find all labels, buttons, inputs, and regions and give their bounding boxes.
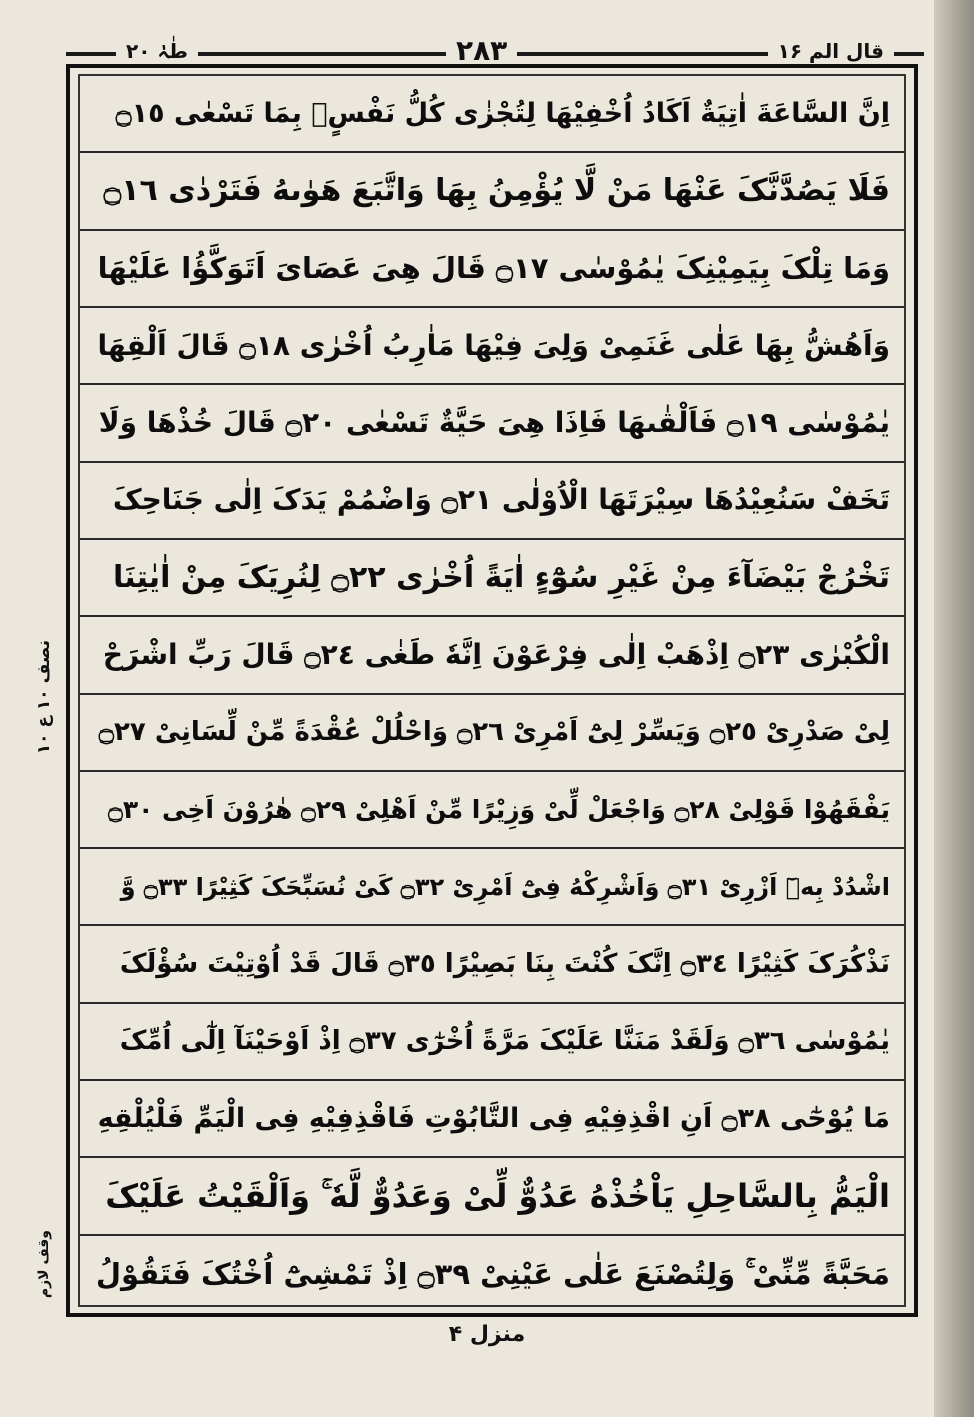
ayah-text: اشْدُدْ بِهٖٓ اَزْرِیْ ۝٣١ وَاَشْرِکْهُ فِیْٓ اَمْرِیْ ۝٣٢ کَیْ نُسَبِّحَکَ کَثِیْرًا ۝٣٣ وَّ [120, 872, 890, 901]
text-line [80, 926, 904, 1003]
text-line [80, 463, 904, 540]
text-line [80, 153, 904, 230]
text-line [80, 1081, 904, 1158]
ayah-text: الْیَمُّ بِالسَّاحِلِ یَاْخُذْهُ عَدُوٌّ لِّیْ وَعَدُوٌّ لَّهٗ ۚ وَاَلْقَیْتُ عَلَیْکَ [105, 1177, 890, 1216]
text-line [80, 231, 904, 308]
text-line [80, 308, 904, 385]
text-line [80, 1004, 904, 1081]
text-line [80, 385, 904, 462]
text-line [80, 772, 904, 849]
text-line [80, 540, 904, 617]
text-line [80, 849, 904, 926]
text-line [80, 76, 904, 153]
ayah-text: یٰمُوْسٰی ۝٣٦ وَلَقَدْ مَنَنَّا عَلَیْکَ مَرَّةً اُخْرٰٓی ۝٣٧ اِذْ اَوْحَیْنَآ اِلٰٓی اُمِّکَ [119, 1026, 890, 1057]
ayah-text: یَفْقَهُوْا قَوْلِیْ ۝٢٨ وَاجْعَلْ لِّیْ وَزِیْرًا مِّنْ اَهْلِیْ ۝٢٩ هٰرُوْنَ اَخِی ۝٣٠ [108, 794, 890, 824]
ayah-text: الْکُبْرٰی ۝٢٣ اِذْهَبْ اِلٰی فِرْعَوْنَ اِنَّهٗ طَغٰی ۝٢٤ قَالَ رَبِّ اشْرَحْ [102, 637, 890, 671]
text-line [80, 695, 904, 772]
manzil-label: منزل ۴ [448, 1322, 526, 1347]
ayah-text: نَذْکُرَکَ کَثِیْرًا ۝٣٤ اِنَّکَ کُنْتَ بِنَا بَصِیْرًا ۝٣٥ قَالَ قَدْ اُوْتِیْتَ سُؤْلَکَ [119, 949, 890, 980]
margin-note-ruku: نصف ۱۰ ع ۱۰ [34, 640, 54, 755]
ayah-text: تَخَفْ سَنُعِیْدُهَا سِیْرَتَهَا الْاُوْلٰی ۝٢١ وَاضْمُمْ یَدَکَ اِلٰی جَنَاحِکَ [112, 483, 890, 517]
ayah-text: وَاَهُشُّ بِهَا عَلٰی غَنَمِیْ وَلِیَ فِیْهَا مَاٰرِبُ اُخْرٰی ۝١٨ قَالَ اَلْقِهَا [97, 328, 890, 362]
ayah-text: تَخْرُجْ بَیْضَآءَ مِنْ غَیْرِ سُوْٓءٍ اٰیَةً اُخْرٰی ۝٢٢ لِنُرِیَکَ مِنْ اٰیٰتِنَا [113, 559, 890, 595]
book-gutter [934, 0, 974, 1417]
ayah-text: لِیْ صَدْرِیْ ۝٢٥ وَیَسِّرْ لِیْٓ اَمْرِیْ ۝٢٦ وَاحْلُلْ عُقْدَةً مِّنْ لِّسَانِیْ ۝٢٧ [98, 717, 890, 748]
surah-name: طٰہٰ ۲۰ [116, 36, 198, 66]
ayah-text: اِنَّ السَّاعَةَ اٰتِیَةٌ اَکَادُ اُخْفِیْهَا لِتُجْزٰی کُلُّ نَفْسٍۭ بِمَا تَسْعٰی ۝١٥ [115, 98, 890, 130]
margin-note-waqf: وقف لازم [36, 1230, 52, 1299]
ayah-text: مَا یُوْحٰٓی ۝٣٨ اَنِ اقْذِفِیْهِ فِی التَّابُوْتِ فَاقْذِفِیْهِ فِی الْیَمِّ فَلْیُلْقِهِ [97, 1103, 890, 1135]
ayah-text: مَحَبَّةً مِّنِّیْ ۚ وَلِتُصْنَعَ عَلٰی عَیْنِیْ ۝٣٩ اِذْ تَمْشِیْٓ اُخْتُکَ فَتَقُوْلُ [95, 1256, 890, 1291]
text-line [80, 617, 904, 694]
page-header [66, 36, 924, 66]
juz-name: قال الم ۱۶ [768, 36, 894, 66]
text-line [80, 1158, 904, 1235]
page-number: ۲۸۳ [446, 36, 517, 66]
text-line [80, 1236, 904, 1313]
text-lines [78, 74, 906, 1307]
ayah-text: وَمَا تِلْکَ بِیَمِیْنِکَ یٰمُوْسٰی ۝١٧ قَالَ هِیَ عَصَایَ اَتَوَکَّؤُا عَلَیْهَا [97, 250, 890, 285]
ayah-text: یٰمُوْسٰی ۝١٩ فَاَلْقٰىهَا فَاِذَا هِیَ حَیَّةٌ تَسْعٰی ۝٢٠ قَالَ خُذْهَا وَلَا [98, 405, 890, 439]
text-frame [66, 64, 918, 1317]
ayah-text: فَلَا یَصُدَّنَّکَ عَنْهَا مَنْ لَّا یُؤْمِنُ بِهَا وَاتَّبَعَ هَوٰىهُ فَتَرْدٰی ۝١٦ [103, 172, 890, 208]
